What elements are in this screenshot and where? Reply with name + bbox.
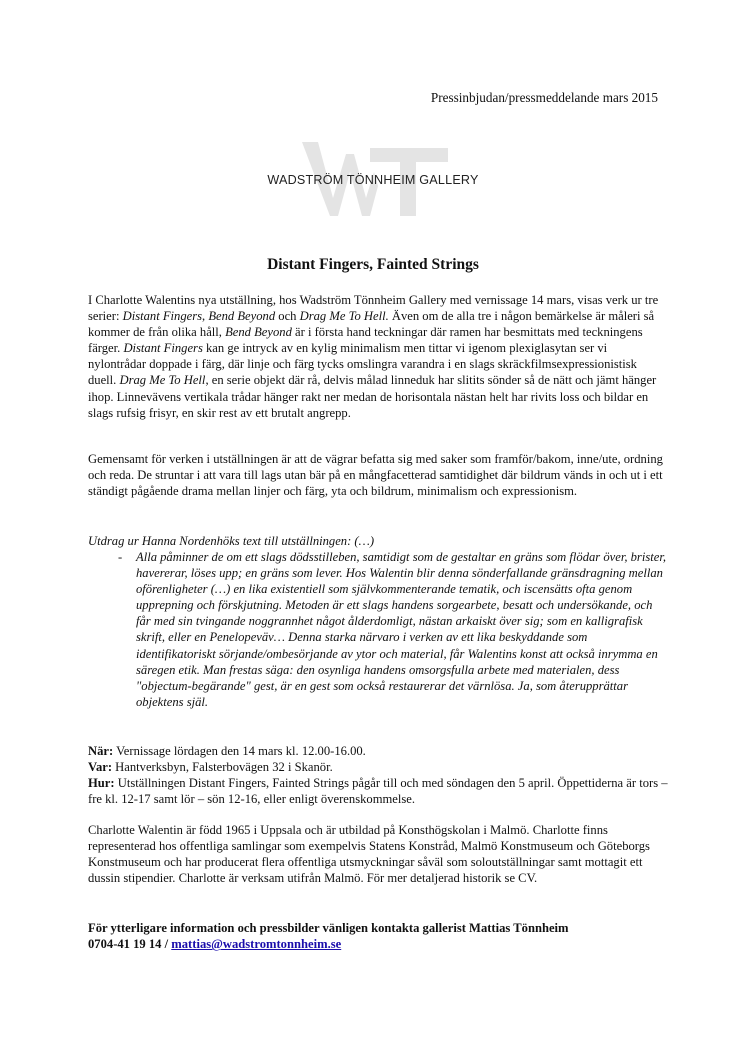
intro-paragraph bbox=[88, 292, 668, 421]
bullet-dash: - bbox=[118, 550, 123, 564]
intro-text: , bbox=[202, 309, 209, 324]
when-label: När: bbox=[88, 744, 114, 758]
series-title: Distant Fingers bbox=[123, 341, 203, 356]
how-value: Utställningen Distant Fingers, Fainted Strings pågår till och med söndagen den 5 april. Öppettiderna är tors – fre kl. 12-17 samt lör – sön 12-16, eller enligt överenskommelse. bbox=[88, 776, 668, 807]
intro-text: kan ge intryck av en kylig minimalism men tittar vi igenom plexiglasytan ser vi nylontrådar doppade i färg, där linje och färg tycks omslingra varandra i en slags skräckfilmsexpressionistisk duell. bbox=[88, 341, 637, 388]
contact-text: För ytterligare information och pressbilder vänligen kontakta gallerist Mattias Tönnheim bbox=[88, 921, 569, 935]
intro-text: Även om de alla tre i någon bemärkelse är måleri så kommer de från olika håll, bbox=[88, 309, 655, 340]
email-link[interactable]: mattias@wadstromtonnheim.se bbox=[171, 937, 342, 952]
artist-bio: Charlotte Walentin är född 1965 i Uppsala och är utbildad på Konsthögskolan i Malmö. Charlotte finns representerad hos offentliga samlingar som exempelvis Statens Konstråd, Malmö Konstmuseum och Göteborgs Konstmuseum och har producerat flera offentliga utsmyckningar såväl som soloutställningar samt mottagit ett dussin stipendier. Charlotte är verksam utifrån Malmö. För mer detaljerad historik se CV. bbox=[88, 823, 650, 886]
intro-text: och bbox=[275, 309, 300, 324]
page-title: Distant Fingers, Fainted Strings bbox=[267, 256, 479, 273]
intro-text: är i första hand teckningar där ramen har besmittats med teckningens färger. bbox=[88, 325, 643, 356]
when-value: Vernissage lördagen den 14 mars kl. 12.00-16.00. bbox=[113, 744, 366, 758]
series-title: Distant Fingers bbox=[122, 309, 203, 324]
series-title: Drag Me To Hell. bbox=[299, 309, 389, 324]
press-label: Pressinbjudan/pressmeddelande mars 2015 bbox=[430, 90, 658, 105]
how-label: Hur: bbox=[88, 776, 115, 791]
event-details bbox=[88, 743, 668, 807]
where-value: Hantverksbyn, Falsterbovägen 32 i Skanör. bbox=[112, 760, 333, 775]
intro-text: I Charlotte Walentins nya utställning, hos Wadström Tönnheim Gallery med vernissage 14 mars, visas verk ur tre serier: bbox=[88, 293, 659, 324]
series-title: Drag Me To Hell bbox=[119, 373, 206, 388]
series-title: Bend Beyond bbox=[208, 309, 276, 324]
contact-phone: 0704-41 19 14 / bbox=[88, 937, 172, 952]
series-title: Bend Beyond bbox=[225, 325, 292, 340]
excerpt-heading: Utdrag ur Hanna Nordenhöks text till utställningen: (…) bbox=[88, 534, 375, 548]
gallery-name: WADSTRÖM TÖNNHEIM GALLERY bbox=[267, 173, 479, 187]
excerpt-quote: Alla påminner de om ett slags dödsstilleben, samtidigt som de gestaltar en gräns som flödar över, brister, havererar, löses upp; en gräns som lever. Hos Walentin blir denna sönderfallande gränsdragning mellan oförenligheter (…) en lika existentiell som självkommenterande tematik, och iscensätts ofta genom upprepning och förskjutning. Metoden är ett slags handens sorgearbete, besatt och undersökande, och får med sin tvingande noggrannhet något ålderdomligt, nästan arkaiskt över sig; som en kalligrafisk skrift, eller en Penelopeväv… Denna starka närvaro i verken av ett lika beskyddande som identifikatoriskt sörjande/ombesörjande av ytor och material, får Walentins konst att också inrymma en säregen etik. Man frestas säga: den osynliga handens omsorgsfulla arbete med materialen, dess "objectum-begärande" gest, är en gest som också restaurerar det värnlösa. Ja, som återupprättar objektens själ. bbox=[136, 550, 666, 709]
intro-text: , en serie objekt där rå, delvis målad linneduk har slitits sönder så de nätt och jämt hänger ihop. Linnevävens vertikala trådar hänger rakt ner medan de horisontala nästan helt har rivits loss och bildar en slags rufsig frisyr, en skir rest av ett brutalt angrepp. bbox=[88, 373, 657, 420]
where-label: Var: bbox=[88, 760, 113, 775]
common-themes-paragraph: Gemensamt för verken i utställningen är att de vägrar befatta sig med saker som framför/bakom, inne/ute, ordning och reda. De struntar i att vara till lags utan bär på en mångfacetterad samtidighet där bildrum vänds in och ut i ett ständigt pågående drama mellan linjer och färg, yta och bildrum, minimalism och expressionism. bbox=[88, 452, 663, 499]
contact-info bbox=[88, 920, 668, 952]
gallery-logo bbox=[0, 142, 746, 216]
